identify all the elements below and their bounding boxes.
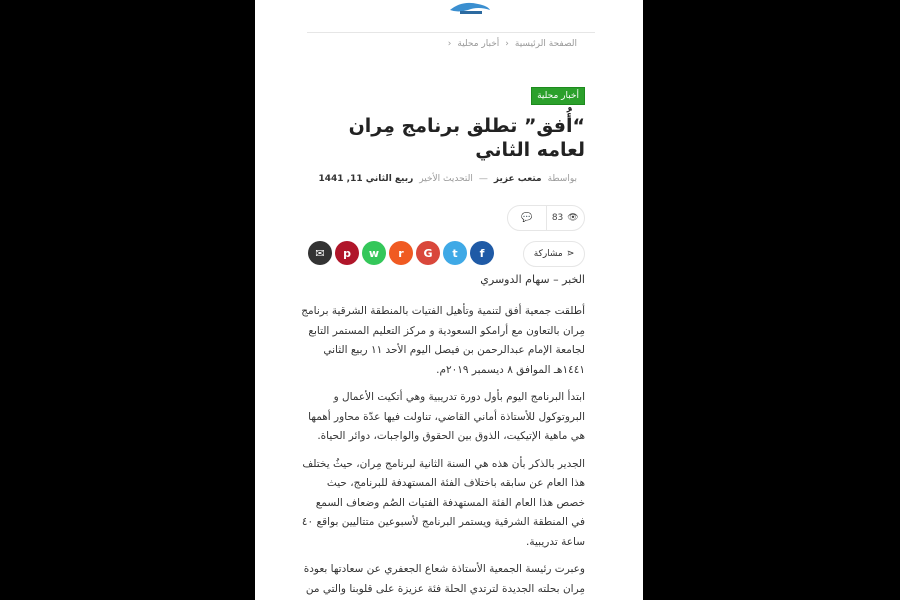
share-icon: ⋖ xyxy=(566,249,575,259)
paragraph-line: خصص هذا العام الفئة المستهدفة الفتيات الصُم وضعاف السمع xyxy=(315,496,585,509)
paragraph-line: البروتوكول للأستاذة أماني القاضي، تناولت فيها عدّة محاور أهمها xyxy=(308,410,585,423)
article-title: “أُفق” تطلق برنامج مِران لعامه الثاني xyxy=(348,115,585,161)
breadcrumb-home[interactable]: الصفحة الرئيسية xyxy=(514,39,577,49)
chevron-icon: ‹ xyxy=(505,39,509,49)
views-value: 83 xyxy=(551,213,564,223)
paragraph-line: مِران بالتعاون مع أرامكو السعودية و مركز التعليم المستمر التابع xyxy=(308,324,585,337)
eye-icon: 👁 xyxy=(567,213,579,223)
article-paragraph xyxy=(301,302,585,380)
google-share-button[interactable] xyxy=(416,241,440,265)
paragraph-line: ابتدأ البرنامج اليوم بأول دورة تدريبية وهي أتكيت الأعمال و xyxy=(333,391,585,403)
updated-label: التحديث الأخير xyxy=(419,174,473,184)
twitter-share-button[interactable] xyxy=(443,241,467,265)
share-button[interactable] xyxy=(523,241,585,267)
comments-icon: 💬 xyxy=(521,213,533,223)
byline: الخبر – سهام الدوسري xyxy=(480,273,585,286)
facebook-icon: f xyxy=(479,246,485,260)
paragraph-line: ١٤٤١هـ الموافق ٨ ديسمبر ٢٠١٩م. xyxy=(436,363,585,376)
article-date: ربيع الثاني 11, 1441 xyxy=(318,174,414,184)
paragraph-line: مِران بحلته الجديدة لترتدي الحلة فئة عزيزة على قلوبنا والتي من xyxy=(305,582,585,595)
pinterest-icon: p xyxy=(343,246,351,260)
whatsapp-share-button[interactable] xyxy=(362,241,386,265)
paragraph-line: أطلقت جمعية أفق لتنمية وتأهيل الفتيات بالمنطقة الشرقية برنامج xyxy=(301,305,585,317)
article-paragraph xyxy=(303,560,585,599)
social-share-buttons xyxy=(308,241,494,265)
paragraph-line: الجدير بالذكر بأن هذه هي السنة الثانية لبرنامج مِران، حيثُ يختلف xyxy=(302,457,585,470)
facebook-share-button[interactable] xyxy=(470,241,494,265)
article-body xyxy=(301,302,585,599)
email-share-button[interactable] xyxy=(308,241,332,265)
breadcrumb xyxy=(448,39,577,49)
paragraph-line: في المنطقة الشرقية ويستمر البرنامج لأسبوعين متتاليين بواقع ٤٠ xyxy=(301,516,585,528)
reddit-icon: r xyxy=(398,246,404,260)
twitter-icon: t xyxy=(452,246,458,260)
article-paragraph xyxy=(301,455,585,553)
by-label: بواسطة xyxy=(547,174,577,184)
header-divider xyxy=(307,32,595,33)
whatsapp-icon: w xyxy=(368,246,380,260)
paragraph-line: ساعة تدريبية. xyxy=(526,535,585,548)
paragraph-line: لجامعة الإمام عبدالرحمن بن فيصل اليوم الأحد ١١ ربيع الثاني xyxy=(323,344,585,356)
share-label: مشاركة xyxy=(533,249,563,259)
article-paragraph xyxy=(308,388,585,447)
pinterest-share-button[interactable] xyxy=(335,241,359,265)
breadcrumb-section[interactable]: أخبار محلية xyxy=(457,39,500,49)
category-badge[interactable]: أخبار محلية xyxy=(531,87,585,105)
stats-box xyxy=(507,205,585,231)
chevron-icon: ‹ xyxy=(447,39,452,49)
paragraph-line: هي ماهية الإتيكيت، الذوق بين الحقوق والواجبات، دوائر الحياة. xyxy=(317,430,585,442)
comments-button[interactable] xyxy=(508,206,547,230)
reddit-share-button[interactable] xyxy=(389,241,413,265)
views-count xyxy=(547,206,585,230)
email-icon: ✉ xyxy=(315,246,325,260)
article-meta xyxy=(318,174,577,184)
paragraph-line: وعبرت رئيسة الجمعية الأستاذة شعاع الجعفري عن سعادتها بعودة xyxy=(303,563,585,575)
meta-separator: — xyxy=(478,174,488,184)
article-page xyxy=(255,0,643,600)
author-link[interactable]: متعب عزيز xyxy=(493,174,542,184)
paragraph-line: هذا العام عن سابقه باختلاف الفئة المستهدفة للبرنامج، حيث xyxy=(326,477,585,489)
google-icon: G xyxy=(423,246,433,260)
site-logo[interactable] xyxy=(448,0,492,16)
